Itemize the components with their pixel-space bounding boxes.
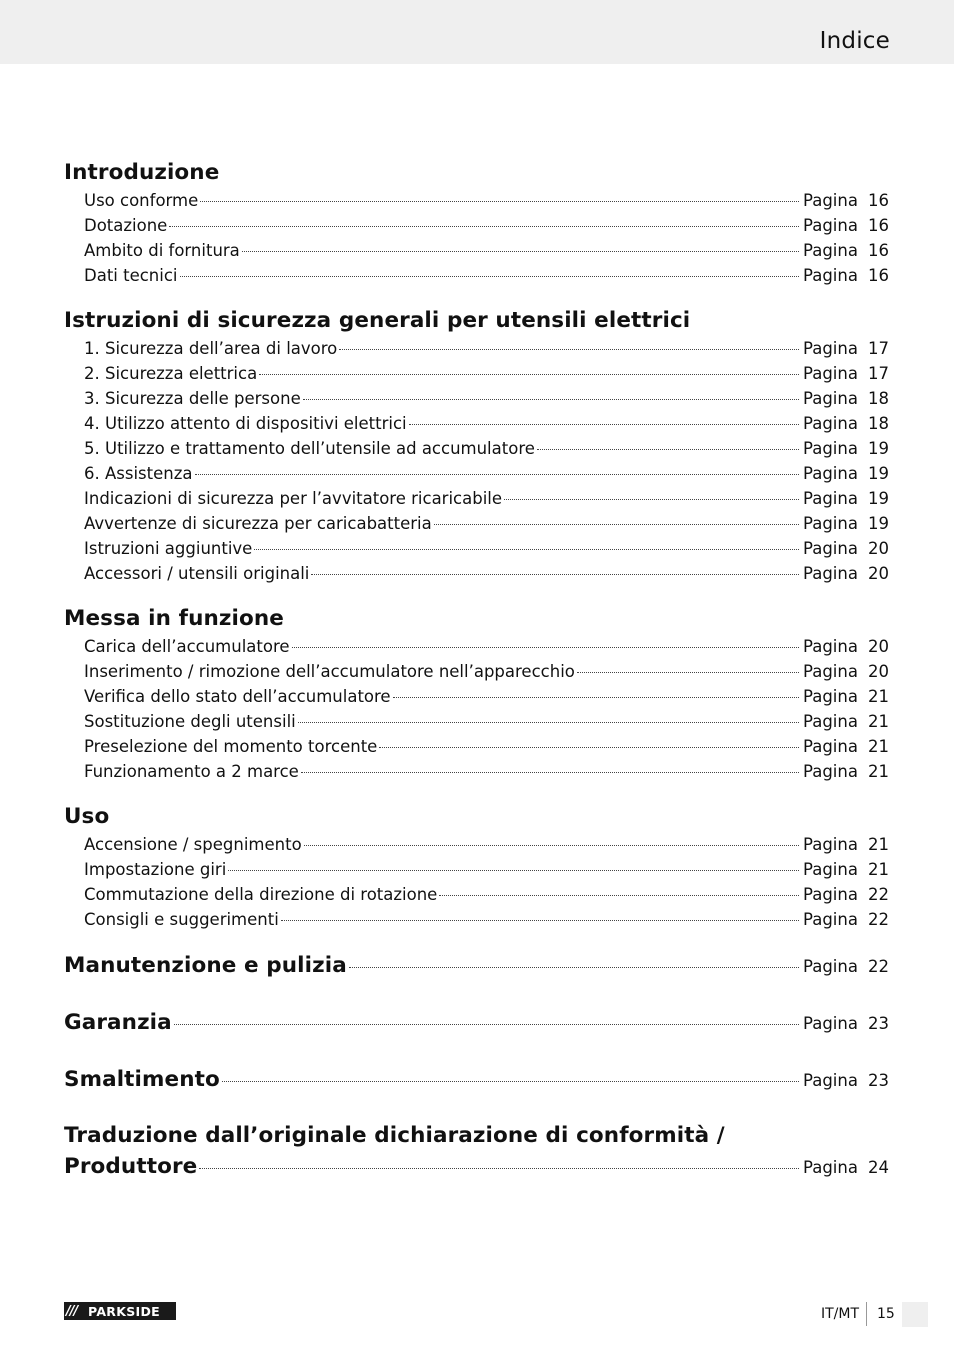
dot-leader [254, 549, 799, 550]
page-word: Pagina [803, 910, 858, 929]
dot-leader [180, 276, 799, 277]
entry-label: Accensione / spegnimento [84, 835, 302, 854]
page-word: Pagina [803, 637, 858, 656]
page-number: 16 [868, 266, 889, 285]
entry-label: Sostituzione degli utensili [84, 712, 296, 731]
footer-tab-box [902, 1302, 928, 1327]
entry-label: Commutazione della direzione di rotazione [84, 885, 438, 904]
toc-entry[interactable] [64, 461, 889, 486]
dot-leader [281, 920, 799, 921]
page-word: Pagina [803, 957, 858, 976]
page-number: 21 [868, 860, 889, 879]
section-title: Istruzioni di sicurezza generali per utensili elettrici [64, 308, 691, 333]
page-number: 16 [868, 241, 889, 260]
toc-entry[interactable] [64, 759, 889, 784]
toc-section-manutenzione [64, 950, 889, 982]
entry-label: 2. Sicurezza elettrica [84, 364, 258, 383]
page-number: 23 [868, 1014, 889, 1033]
dot-leader [504, 499, 799, 500]
section-title: Uso [64, 804, 110, 829]
page-word: Pagina [803, 266, 858, 285]
page-word: Pagina [803, 389, 858, 408]
entry-label: Verifica dello stato dell’accumulatore [84, 687, 391, 706]
toc-heading-entry[interactable] [64, 950, 889, 982]
page-number: 21 [868, 687, 889, 706]
toc-entry[interactable] [64, 659, 889, 684]
toc-entry[interactable] [64, 213, 889, 238]
page-word: Pagina [803, 885, 858, 904]
page-word: Pagina [803, 489, 858, 508]
page-number: 16 [868, 216, 889, 235]
toc-entry[interactable] [64, 511, 889, 536]
page-number: 18 [868, 389, 889, 408]
entry-label: Preselezione del momento torcente [84, 737, 378, 756]
page-number: 20 [868, 564, 889, 583]
section-title: Smaltimento [64, 1067, 220, 1092]
page-word: Pagina [803, 662, 858, 681]
page-word: Pagina [803, 364, 858, 383]
entry-label: Funzionamento a 2 marce [84, 762, 299, 781]
dot-leader [200, 201, 799, 202]
toc-section-istruzioni-sicurezza [64, 306, 889, 586]
entry-label: 4. Utilizzo attento di dispositivi elettrici [84, 414, 407, 433]
entry-label: Impostazione giri [84, 860, 227, 879]
toc-entry[interactable] [64, 188, 889, 213]
toc-entry[interactable] [64, 411, 889, 436]
page-word: Pagina [803, 737, 858, 756]
page-word: Pagina [803, 1158, 858, 1177]
toc-entry[interactable] [64, 709, 889, 734]
section-title-line2: Produttore [64, 1154, 198, 1179]
toc-entry[interactable] [64, 634, 889, 659]
toc-section-introduzione [64, 158, 889, 288]
toc-entry[interactable] [64, 907, 889, 932]
dot-leader [379, 747, 799, 748]
dot-leader [303, 399, 799, 400]
page-number: 19 [868, 514, 889, 533]
dot-leader [222, 1081, 799, 1082]
page-number: 22 [868, 910, 889, 929]
page-number: 17 [868, 364, 889, 383]
toc-entry[interactable] [64, 486, 889, 511]
section-title: Introduzione [64, 160, 220, 185]
page-word: Pagina [803, 564, 858, 583]
entry-label: Carica dell’accumulatore [84, 637, 290, 656]
page-number: 20 [868, 539, 889, 558]
language-code: IT/MT [821, 1306, 860, 1322]
dot-leader [169, 226, 799, 227]
page-word: Pagina [803, 835, 858, 854]
toc-entry[interactable] [64, 857, 889, 882]
toc-entry[interactable] [64, 238, 889, 263]
toc-section-dichiarazione [64, 1121, 889, 1183]
toc-heading-entry[interactable] [64, 1064, 889, 1096]
section-title: Manutenzione e pulizia [64, 953, 347, 978]
entry-label: Avvertenze di sicurezza per caricabatteria [84, 514, 432, 533]
entry-label: Accessori / utensili originali [84, 564, 310, 583]
page-number: 22 [868, 885, 889, 904]
page-number: 20 [868, 637, 889, 656]
page-number: 21 [868, 712, 889, 731]
logo-text: PARKSIDE [88, 1303, 160, 1319]
toc-heading-entry[interactable] [64, 1151, 889, 1183]
page-number: 19 [868, 464, 889, 483]
entry-label: Inserimento / rimozione dell’accumulatore nell’apparecchio [84, 662, 575, 681]
page-number: 16 [868, 191, 889, 210]
dot-leader [228, 870, 799, 871]
table-of-contents [64, 158, 889, 1201]
page-number: 24 [868, 1158, 889, 1177]
dot-leader [349, 967, 799, 968]
dot-leader [304, 845, 799, 846]
dot-leader [195, 474, 800, 475]
toc-entry[interactable] [64, 536, 889, 561]
page-word: Pagina [803, 514, 858, 533]
page-word: Pagina [803, 860, 858, 879]
section-title-line1: Traduzione dall’originale dichiarazione di conformità / [64, 1123, 725, 1148]
page-number: 21 [868, 762, 889, 781]
toc-entry[interactable] [64, 263, 889, 288]
dot-leader [439, 895, 799, 896]
page-word: Pagina [803, 191, 858, 210]
page-number: 23 [868, 1071, 889, 1090]
page-word: Pagina [803, 762, 858, 781]
page-number: 19 [868, 489, 889, 508]
entry-label: Consigli e suggerimenti [84, 910, 279, 929]
toc-section-uso [64, 802, 889, 932]
toc-entry[interactable] [64, 734, 889, 759]
dot-leader [199, 1168, 799, 1169]
parkside-logo [64, 1302, 176, 1320]
entry-label: 5. Utilizzo e trattamento dell’utensile ad accumulatore [84, 439, 535, 458]
entry-label: Istruzioni aggiuntive [84, 539, 253, 558]
page-word: Pagina [803, 687, 858, 706]
dot-leader [174, 1024, 799, 1025]
toc-entry[interactable] [64, 336, 889, 361]
page-word: Pagina [803, 339, 858, 358]
page-number: 20 [868, 662, 889, 681]
section-title: Messa in funzione [64, 606, 284, 631]
dot-leader [537, 449, 799, 450]
page-word: Pagina [803, 464, 858, 483]
page-word: Pagina [803, 241, 858, 260]
dot-leader [393, 697, 799, 698]
toc-section-garanzia [64, 1007, 889, 1039]
dot-leader [259, 374, 799, 375]
header-band [0, 0, 954, 64]
dot-leader [577, 672, 799, 673]
entry-label: Indicazioni di sicurezza per l’avvitatore ricaricabile [84, 489, 503, 508]
toc-heading-entry[interactable] [64, 1007, 889, 1039]
entry-label: 1. Sicurezza dell’area di lavoro [84, 339, 338, 358]
toc-section-messa-in-funzione [64, 604, 889, 784]
toc-entry[interactable] [64, 386, 889, 411]
dot-leader [339, 349, 799, 350]
page-number: 19 [868, 439, 889, 458]
page-number-footer: 15 [877, 1306, 895, 1322]
page-number: 21 [868, 835, 889, 854]
logo-slashes: /// [66, 1303, 78, 1319]
entry-label: 3. Sicurezza delle persone [84, 389, 301, 408]
footer-divider [866, 1302, 867, 1326]
page-word: Pagina [803, 439, 858, 458]
toc-entry[interactable] [64, 561, 889, 586]
toc-entry[interactable] [64, 882, 889, 907]
entry-label: Ambito di fornitura [84, 241, 240, 260]
page-word: Pagina [803, 1014, 858, 1033]
entry-label: Dotazione [84, 216, 168, 235]
toc-entry[interactable] [64, 361, 889, 386]
dot-leader [292, 647, 799, 648]
page-word: Pagina [803, 1071, 858, 1090]
entry-label: Dati tecnici [84, 266, 178, 285]
toc-entry[interactable] [64, 684, 889, 709]
page-number: 18 [868, 414, 889, 433]
page-word: Pagina [803, 216, 858, 235]
entry-label: Uso conforme [84, 191, 199, 210]
dot-leader [242, 251, 799, 252]
page-number: 21 [868, 737, 889, 756]
page-title: Indice [819, 28, 890, 54]
page-word: Pagina [803, 712, 858, 731]
dot-leader [409, 424, 799, 425]
dot-leader [434, 524, 799, 525]
page-number: 22 [868, 957, 889, 976]
entry-label: 6. Assistenza [84, 464, 193, 483]
page-number: 17 [868, 339, 889, 358]
toc-section-smaltimento [64, 1064, 889, 1096]
toc-entry[interactable] [64, 436, 889, 461]
page-word: Pagina [803, 414, 858, 433]
section-title: Garanzia [64, 1010, 172, 1035]
toc-entry[interactable] [64, 832, 889, 857]
dot-leader [301, 772, 799, 773]
page-word: Pagina [803, 539, 858, 558]
dot-leader [298, 722, 799, 723]
dot-leader [311, 574, 799, 575]
